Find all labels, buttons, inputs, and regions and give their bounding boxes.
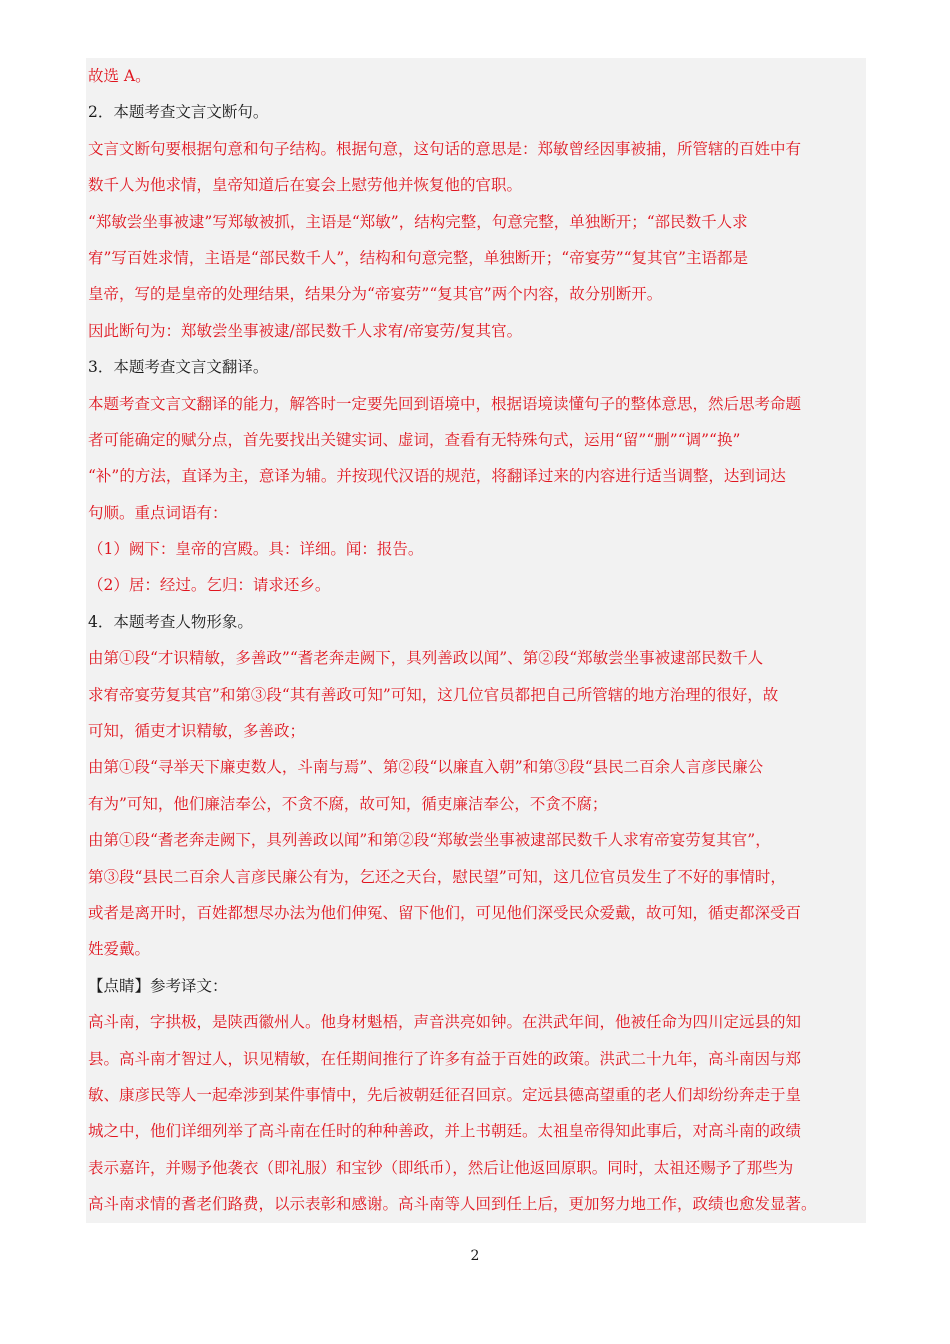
text-line: “补”的方法，直译为主，意译为辅。并按现代汉语的规范，将翻译过来的内容进行适当调整，达到词达 — [88, 467, 786, 486]
text-line: 或者是离开时，百姓都想尽办法为他们伸冤、留下他们，可见他们深受民众爱戴，故可知，循吏都深受百 — [88, 903, 802, 922]
text-line: 本题考查文言文翻译的能力，解答时一定要先回到语境中，根据语境读懂句子的整体意思，然后思考命题 — [88, 394, 802, 413]
text-line: “郑敏尝坐事被逮”写郑敏被抓，主语是“郑敏”，结构完整，句意完整，单独断开；“部民数千人求 — [88, 212, 748, 231]
page-number: 2 — [470, 1248, 480, 1264]
text-line: 第③段“县民二百余人言彦民廉公有为，乞还之天台，慰民望”可知，这几位官员发生了不好的事情时， — [88, 867, 786, 886]
text-line: 者可能确定的赋分点，首先要找出关键实词、虚词，查看有无特殊句式，运用“留”“删”“调”“换” — [88, 430, 741, 449]
text-line: （2）居：经过。乞归：请求还乡。 — [88, 576, 331, 595]
text-line: 故选 A。 — [88, 67, 151, 85]
section-heading: 【点睛】参考译文： — [88, 976, 228, 995]
text-line: （1）阙下：皇帝的宫殿。具：详细。闻：报告。 — [88, 540, 424, 559]
text-line: 数千人为他求情，皇帝知道后在宴会上慰劳他并恢复他的官职。 — [88, 176, 523, 195]
text-line: 句顺。重点词语有： — [88, 503, 228, 522]
text-line: 由第①段“耆老奔走阙下，具列善政以闻”和第②段“郑敏尝坐事被逮部民数千人求宥帝宴劳复其官”， — [88, 831, 771, 850]
answer-explanation-block — [86, 58, 866, 1223]
section-heading: 4．本题考查人物形象。 — [88, 612, 253, 631]
text-line: 皇帝，写的是皇帝的处理结果，结果分为“帝宴劳”“复其官”两个内容，故分别断开。 — [88, 285, 663, 304]
text-line: 姓爱戴。 — [88, 940, 151, 959]
text-line: 县。高斗南才智过人，识见精敏，在任期间推行了许多有益于百姓的政策。洪武二十九年，高斗南因与郑 — [88, 1049, 802, 1068]
section-heading: 2．本题考查文言文断句。 — [88, 103, 269, 122]
text-line: 敏、康彦民等人一起牵涉到某件事情中，先后被朝廷征召回京。定远县德高望重的老人们却纷纷奔走于皇 — [88, 1085, 802, 1104]
text-line: 因此断句为：郑敏尝坐事被逮/部民数千人求宥/帝宴劳/复其官。 — [88, 321, 523, 340]
text-line: 宥”写百姓求情，主语是“部民数千人”，结构和句意完整，单独断开；“帝宴劳”“复其官”主语都是 — [88, 248, 748, 267]
text-line: 由第①段“寻举天下廉吏数人，斗南与焉”、第②段“以廉直入朝”和第③段“县民二百余人言彦民廉公 — [88, 758, 764, 777]
text-line: 高斗南，字拱极，是陕西徽州人。他身材魁梧，声音洪亮如钟。在洪武年间，他被任命为四川定远县的知 — [88, 1013, 802, 1032]
text-line: 文言文断句要根据句意和句子结构。根据句意，这句话的意思是：郑敏曾经因事被捕，所管辖的百姓中有 — [88, 139, 802, 158]
text-line: 城之中，他们详细列举了高斗南在任时的种种善政，并上书朝廷。太祖皇帝得知此事后，对高斗南的政绩 — [88, 1122, 802, 1141]
text-line: 由第①段“才识精敏，多善政”“耆老奔走阙下，具列善政以闻”、第②段“郑敏尝坐事被逮部民数千人 — [88, 649, 764, 668]
text-line: 求宥帝宴劳复其官”和第③段“其有善政可知”可知，这几位官员都把自己所管辖的地方治理的很好，故 — [88, 685, 779, 704]
text-line: 高斗南求情的耆老们路费，以示表彰和感谢。高斗南等人回到任上后，更加努力地工作，政绩也愈发显著。 — [88, 1195, 817, 1214]
text-line: 可知，循吏才识精敏，多善政； — [88, 722, 306, 741]
section-heading: 3．本题考查文言文翻译。 — [88, 358, 269, 377]
text-line: 有为”可知，他们廉洁奉公，不贪不腐，故可知，循吏廉洁奉公，不贪不腐； — [88, 794, 608, 813]
text-line: 表示嘉许，并赐予他袭衣（即礼服）和宝钞（即纸币），然后让他返回原职。同时，太祖还赐予了那些为 — [88, 1158, 794, 1177]
